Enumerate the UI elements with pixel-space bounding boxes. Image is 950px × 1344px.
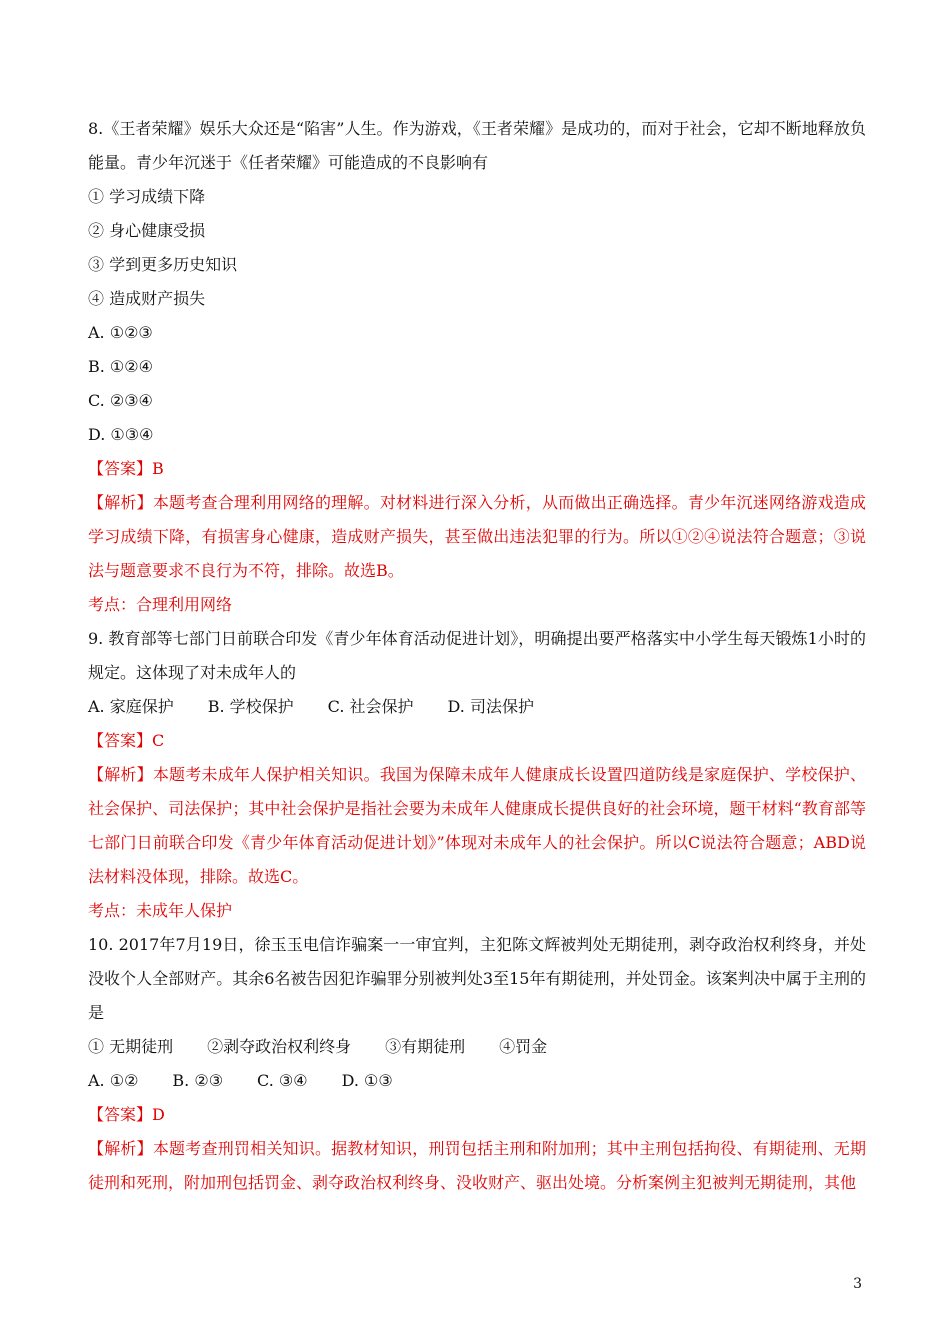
q8-option-b: B. ①②④ (88, 357, 153, 376)
q8-point: 考点：合理利用网络 (88, 595, 233, 614)
q9-option-b: B. 学校保护 (207, 697, 294, 716)
document-body (88, 112, 866, 1200)
q9-option-a: A. 家庭保护 (88, 697, 174, 716)
q10-item-4: ④罚金 (499, 1037, 548, 1056)
q8-item-4: ④ 造成财产损失 (88, 289, 206, 308)
q9-option-d: D. 司法保护 (447, 697, 534, 716)
q10-stem: 10. 2017年7月19日，徐玉玉电信诈骗案一一审宜判，主犯陈文辉被判处无期徒刑，剥夺政治权利终身，并处没收个人全部财产。其余6名被告因犯诈骗罪分别被判处3至15年有期徒刑，并处罚金。该案判决中属于主刑的是 (88, 935, 866, 1022)
q8-item-2: ② 身心健康受损 (88, 221, 206, 240)
q10-analysis: 【解析】本题考查刑罚相关知识。据教材知识，刑罚包括主刑和附加刑；其中主刑包括拘役、有期徒刑、无期徒刑和死刑，附加刑包括罚金、剥夺政治权利终身、没收财产、驱出处境。分析案例主犯被判无期徒刑，其他 (88, 1139, 866, 1192)
q10-answer: 【答案】D (88, 1105, 165, 1124)
q8-stem: 8.《王者荣耀》娱乐大众还是“陷害”人生。作为游戏，《王者荣耀》是成功的，而对于社会，它却不断地释放负能量。青少年沉迷于《任者荣耀》可能造成的不良影响有 (88, 119, 866, 172)
q9-stem: 9. 教育部等七部门日前联合印发《青少年体育活动促进计划》，明确提出要严格落实中小学生每天锻炼1小时的规定。这体现了对未成年人的 (88, 629, 866, 682)
q9-answer: 【答案】C (88, 731, 165, 750)
q8-option-c: C. ②③④ (88, 391, 153, 410)
q9-analysis: 【解析】本题考未成年人保护相关知识。我国为保障未成年人健康成长设置四道防线是家庭保护、学校保护、社会保护、司法保护；其中社会保护是指社会要为未成年人健康成长提供良好的社会环境，题干材料“教育部等七部门日前联合印发《青少年体育活动促进计划》”体现对未成年人的社会保护。所以C说法符合题意；ABD说法材料没体现，排除。故选C。 (88, 765, 866, 886)
q8-item-3: ③ 学到更多历史知识 (88, 255, 238, 274)
q9-option-c: C. 社会保护 (327, 697, 414, 716)
q10-item-1: ① 无期徒刑 (88, 1037, 174, 1056)
q10-options (88, 1064, 866, 1098)
q10-option-d: D. ①③ (341, 1071, 393, 1090)
q10-option-a: A. ①② (88, 1071, 139, 1090)
q8-option-a: A. ①②③ (88, 323, 153, 342)
q10-item-2: ②剥夺政治权利终身 (207, 1037, 352, 1056)
q8-option-d: D. ①③④ (88, 425, 154, 444)
q10-option-c: C. ③④ (257, 1071, 308, 1090)
q8-analysis: 【解析】本题考查合理利用网络的理解。对材料进行深入分析，从而做出正确选择。青少年沉迷网络游戏造成学习成绩下降，有损害身心健康，造成财产损失，甚至做出违法犯罪的行为。所以①②④说法符合题意；③说法与题意要求不良行为不符，排除。故选B。 (88, 493, 866, 580)
q10-item-3: ③有期徒刑 (385, 1037, 466, 1056)
q10-items (88, 1030, 866, 1064)
q9-options (88, 690, 866, 724)
page-number: 3 (853, 1276, 862, 1292)
q8-answer: 【答案】B (88, 459, 164, 478)
q10-option-b: B. ②③ (172, 1071, 224, 1090)
q8-item-1: ① 学习成绩下降 (88, 187, 206, 206)
q9-point: 考点：未成年人保护 (88, 901, 233, 920)
